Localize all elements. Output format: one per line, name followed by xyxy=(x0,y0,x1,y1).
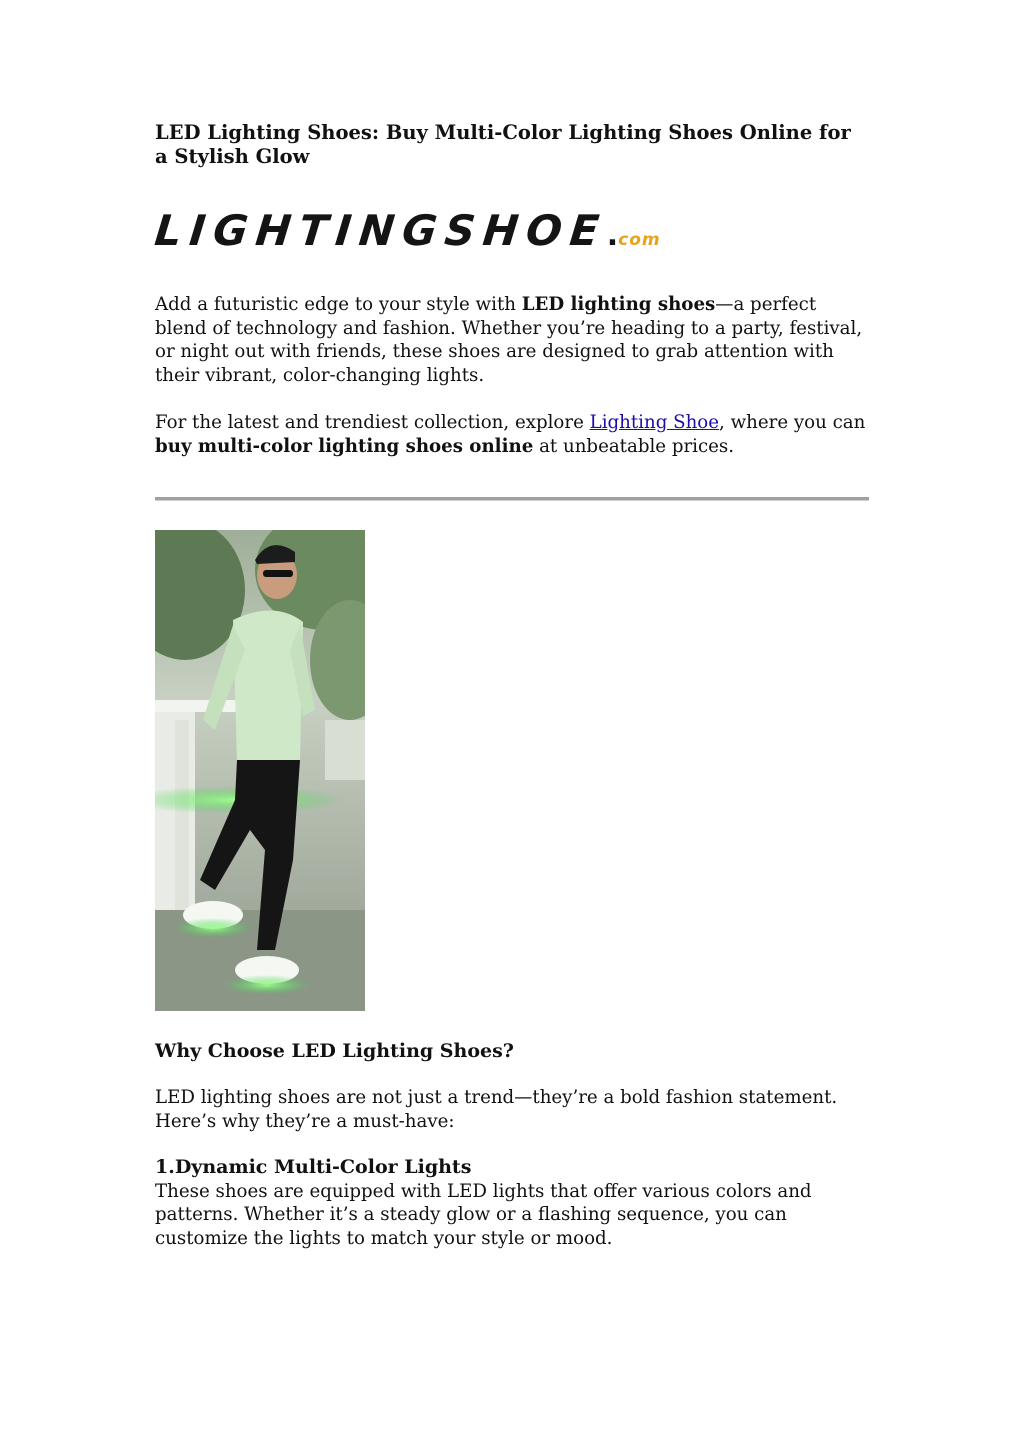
lightingshoe-logo xyxy=(152,206,661,264)
feature-1-heading: 1.Dynamic Multi-Color Lights xyxy=(155,1156,472,1178)
page-title: LED Lighting Shoes: Buy Multi-Color Lighting Shoes Online for a Stylish Glow xyxy=(155,121,851,168)
logo-wordmark: LIGHTINGSHOE xyxy=(152,206,610,255)
explore-text-before: For the latest and trendiest collection, explore xyxy=(155,412,590,433)
logo-dot: . xyxy=(606,218,619,253)
intro-bold-keyword: LED lighting shoes xyxy=(521,294,716,315)
explore-bold-keyword: buy multi-color lighting shoes online xyxy=(155,435,534,457)
horizontal-divider xyxy=(155,497,869,501)
feature-1-text: These shoes are equipped with LED lights that offer various colors and patterns. Whether it’s a steady glow or a flashing sequence, you can customize the lights to match your style or mood. xyxy=(155,1180,812,1250)
feature-1-paragraph xyxy=(155,1156,869,1251)
lighting-shoe-link[interactable]: Lighting Shoe xyxy=(589,412,720,433)
section-intro-paragraph: LED lighting shoes are not just a trend—they’re a bold fashion statement. Here’s why they’re a must-have: xyxy=(155,1087,838,1132)
explore-text-after: at unbeatable prices. xyxy=(533,435,735,457)
logo-suffix: com xyxy=(618,230,661,250)
intro-paragraph xyxy=(155,293,869,388)
intro-text-before: Add a futuristic edge to your style with xyxy=(155,294,522,315)
product-photo xyxy=(155,530,365,1011)
explore-paragraph xyxy=(155,411,869,458)
intro-text-after: —a perfect blend of technology and fashion. Whether you’re heading to a party, festival, or night out with friends, these shoes are designed to grab attention with their vibrant, color-changing lights. xyxy=(155,294,863,387)
explore-text-middle: , where you can xyxy=(719,412,866,433)
section-heading: Why Choose LED Lighting Shoes? xyxy=(155,1040,514,1062)
